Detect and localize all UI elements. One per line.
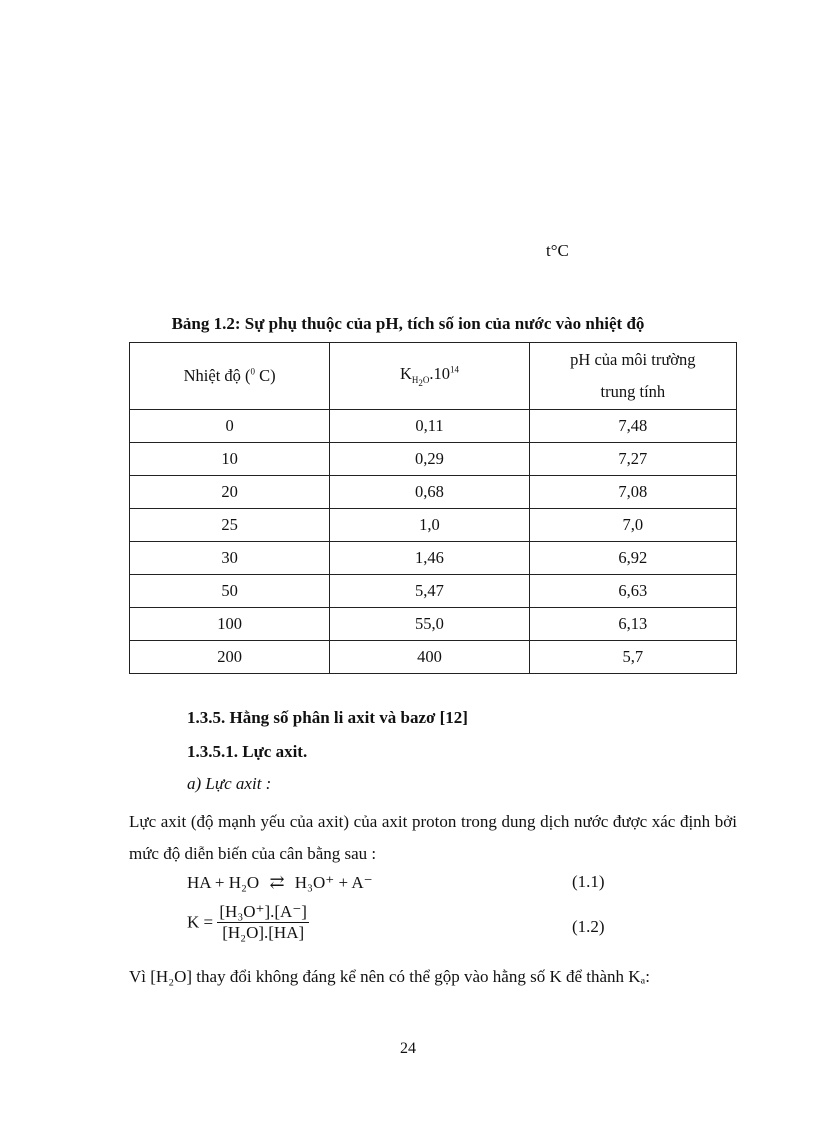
- cell-temp: 100: [130, 608, 330, 641]
- eq1-left: HA + H₂O: [187, 873, 260, 892]
- header-ph: [529, 343, 736, 410]
- equation-1: [187, 871, 373, 894]
- table-row: [130, 641, 737, 674]
- data-table: [129, 342, 737, 674]
- eq2-denominator: [H₂O].[HA]: [222, 923, 305, 942]
- cell-kw: 0,29: [330, 443, 529, 476]
- table-row: [130, 476, 737, 509]
- cell-ph: 6,13: [529, 608, 736, 641]
- table-row: [130, 410, 737, 443]
- table-row: [130, 608, 737, 641]
- header-kw: $K_{H_2O}.10^{14}$: [330, 343, 529, 410]
- cell-ph: 5,7: [529, 641, 736, 674]
- table-header-row: [130, 343, 737, 410]
- cell-kw: 1,0: [330, 509, 529, 542]
- header-ph-line1: pH của môi trường: [570, 350, 696, 369]
- axis-label: t°C: [546, 241, 569, 260]
- header-ph-line2: trung tính: [600, 382, 666, 401]
- body-paragraph: Lực axit (độ mạnh yếu của axit) của axit proton trong dung dịch nước được xác định bởi mức độ diễn biến của cân bằng sau :: [129, 812, 737, 863]
- cell-ph: 7,27: [529, 443, 736, 476]
- cell-temp: 25: [130, 509, 330, 542]
- cell-ph: 6,63: [529, 575, 736, 608]
- cell-temp: 10: [130, 443, 330, 476]
- equation-1-number: (1.1): [572, 872, 605, 891]
- eq2-lhs: K =: [187, 912, 214, 932]
- eq2-numerator: [H₃O⁺].[A⁻]: [219, 902, 307, 921]
- subsubsection-heading: a) Lực axit :: [187, 774, 272, 793]
- table-row: [130, 509, 737, 542]
- cell-ph: 7,0: [529, 509, 736, 542]
- cell-kw: 0,68: [330, 476, 529, 509]
- cell-ph: 7,48: [529, 410, 736, 443]
- cell-kw: 55,0: [330, 608, 529, 641]
- equilibrium-arrow-icon: ⇄: [269, 872, 285, 892]
- cell-kw: 0,11: [330, 410, 529, 443]
- cell-ph: 7,08: [529, 476, 736, 509]
- cell-kw: 400: [330, 641, 529, 674]
- cell-temp: 50: [130, 575, 330, 608]
- body-paragraph-2: Vì [H₂O] thay đổi không đáng kể nên có thể gộp vào hằng số K để thành Kₐ:: [129, 967, 650, 986]
- header-temperature: Nhiệt độ ($^0$ C): [130, 343, 330, 410]
- table-row: [130, 542, 737, 575]
- table-row: [130, 575, 737, 608]
- eq2-fraction: [217, 902, 309, 943]
- cell-kw: 1,46: [330, 542, 529, 575]
- cell-temp: 30: [130, 542, 330, 575]
- table-row: [130, 443, 737, 476]
- section-heading: 1.3.5. Hằng số phân li axit và bazơ [12]: [187, 708, 468, 727]
- table-caption: Bảng 1.2: Sự phụ thuộc của pH, tích số ion của nước vào nhiệt độ: [171, 314, 645, 333]
- cell-ph: 6,92: [529, 542, 736, 575]
- page-number: 24: [400, 1040, 416, 1057]
- cell-temp: 200: [130, 641, 330, 674]
- equation-2-number: (1.2): [572, 917, 605, 936]
- subsection-heading: 1.3.5.1. Lực axit.: [187, 742, 308, 761]
- eq1-right: H₃O⁺ + A⁻: [294, 873, 373, 892]
- cell-temp: 0: [130, 410, 330, 443]
- cell-kw: 5,47: [330, 575, 529, 608]
- cell-temp: 20: [130, 476, 330, 509]
- equation-2: [187, 902, 309, 943]
